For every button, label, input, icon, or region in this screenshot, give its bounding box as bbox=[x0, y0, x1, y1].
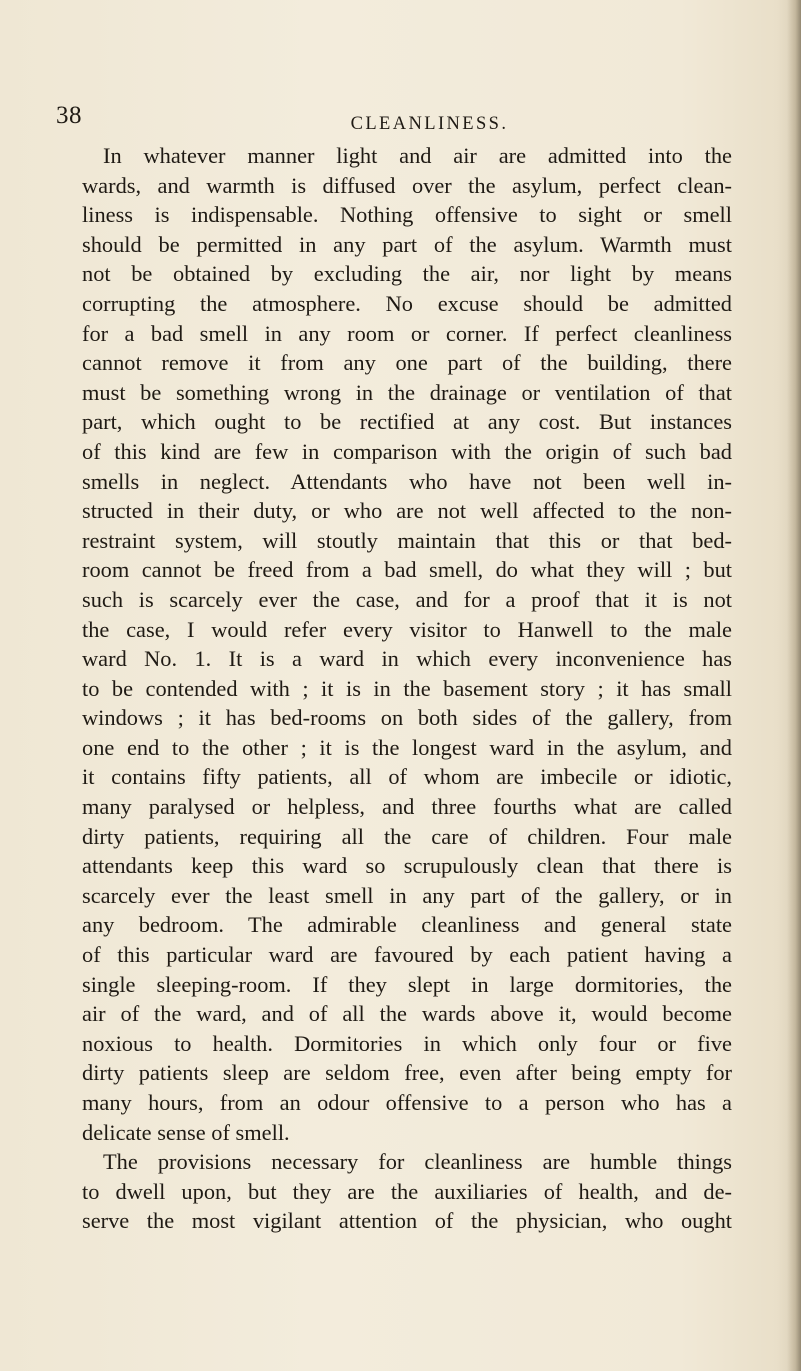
text-line: such is scarcely ever the case, and for a proof that it is not bbox=[82, 586, 732, 612]
text-line: must be something wrong in the drainage or ventilation of that bbox=[82, 379, 732, 405]
text-line: structed in their duty, or who are not well affected to the non- bbox=[82, 498, 732, 524]
text-line: one end to the other ; it is the longest ward in the asylum, and bbox=[82, 734, 732, 760]
page-edge-shadow bbox=[787, 0, 801, 1371]
page-number: 38 bbox=[56, 102, 82, 129]
text-line: not be obtained by excluding the air, nor light by means bbox=[82, 261, 732, 287]
text-line: noxious to health. Dormitories in which only four or five bbox=[82, 1030, 732, 1056]
text-line: many paralysed or helpless, and three fourths what are called bbox=[82, 794, 732, 820]
text-line: ward No. 1. It is a ward in which every inconvenience has bbox=[82, 646, 732, 672]
text-line: liness is indispensable. Nothing offensive to sight or smell bbox=[82, 202, 732, 228]
text-line: The provisions necessary for cleanliness are humble things bbox=[103, 1149, 732, 1175]
text-line: In whatever manner light and air are admitted into the bbox=[103, 143, 732, 168]
text-line: of this particular ward are favoured by each patient having a bbox=[82, 942, 732, 968]
text-line: wards, and warmth is diffused over the asylum, perfect clean- bbox=[82, 172, 732, 198]
text-line: serve the most vigilant attention of the physician, who ought bbox=[82, 1208, 732, 1234]
text-line: air of the ward, and of all the wards above it, would become bbox=[82, 1001, 732, 1027]
text-line: scarcely ever the least smell in any part of the gallery, or in bbox=[82, 882, 732, 908]
text-line: room cannot be freed from a bad smell, do what they will ; but bbox=[82, 557, 732, 583]
text-line: part, which ought to be rectified at any cost. But instances bbox=[82, 409, 732, 435]
text-line: any bedroom. The admirable cleanliness and general state bbox=[82, 912, 732, 938]
text-line: single sleeping-room. If they slept in large dormitories, the bbox=[82, 971, 732, 997]
text-line: attendants keep this ward so scrupulously clean that there is bbox=[82, 853, 732, 879]
text-line: many hours, from an odour offensive to a person who has a bbox=[82, 1090, 732, 1115]
text-line: to dwell upon, but they are the auxiliaries of health, and de- bbox=[82, 1178, 732, 1204]
text-line: to be contended with ; it is in the basement story ; it has small bbox=[82, 675, 732, 701]
text-line: corrupting the atmosphere. No excuse should be admitted bbox=[82, 290, 732, 316]
text-line: of this kind are few in comparison with the origin of such bad bbox=[82, 438, 732, 464]
text-line: dirty patients sleep are seldom free, even after being empty for bbox=[82, 1060, 732, 1086]
text-line: restraint system, will stoutly maintain that this or that bed- bbox=[82, 527, 732, 553]
text-line: the case, I would refer every visitor to Hanwell to the male bbox=[82, 616, 732, 642]
body-text bbox=[82, 141, 732, 1236]
running-head: CLEANLINESS. bbox=[350, 114, 509, 134]
text-line: for a bad smell in any room or corner. If perfect cleanliness bbox=[82, 320, 732, 346]
text-line: dirty patients, requiring all the care of children. Four male bbox=[82, 823, 732, 849]
text-line: delicate sense of smell. bbox=[82, 1119, 290, 1145]
text-line: should be permitted in any part of the asylum. Warmth must bbox=[82, 231, 732, 257]
text-line: cannot remove it from any one part of the building, there bbox=[82, 350, 732, 376]
text-line: it contains fifty patients, all of whom are imbecile or idiotic, bbox=[82, 764, 732, 790]
text-line: smells in neglect. Attendants who have not been well in- bbox=[82, 468, 732, 494]
text-line: windows ; it has bed-rooms on both sides of the gallery, from bbox=[82, 705, 732, 731]
